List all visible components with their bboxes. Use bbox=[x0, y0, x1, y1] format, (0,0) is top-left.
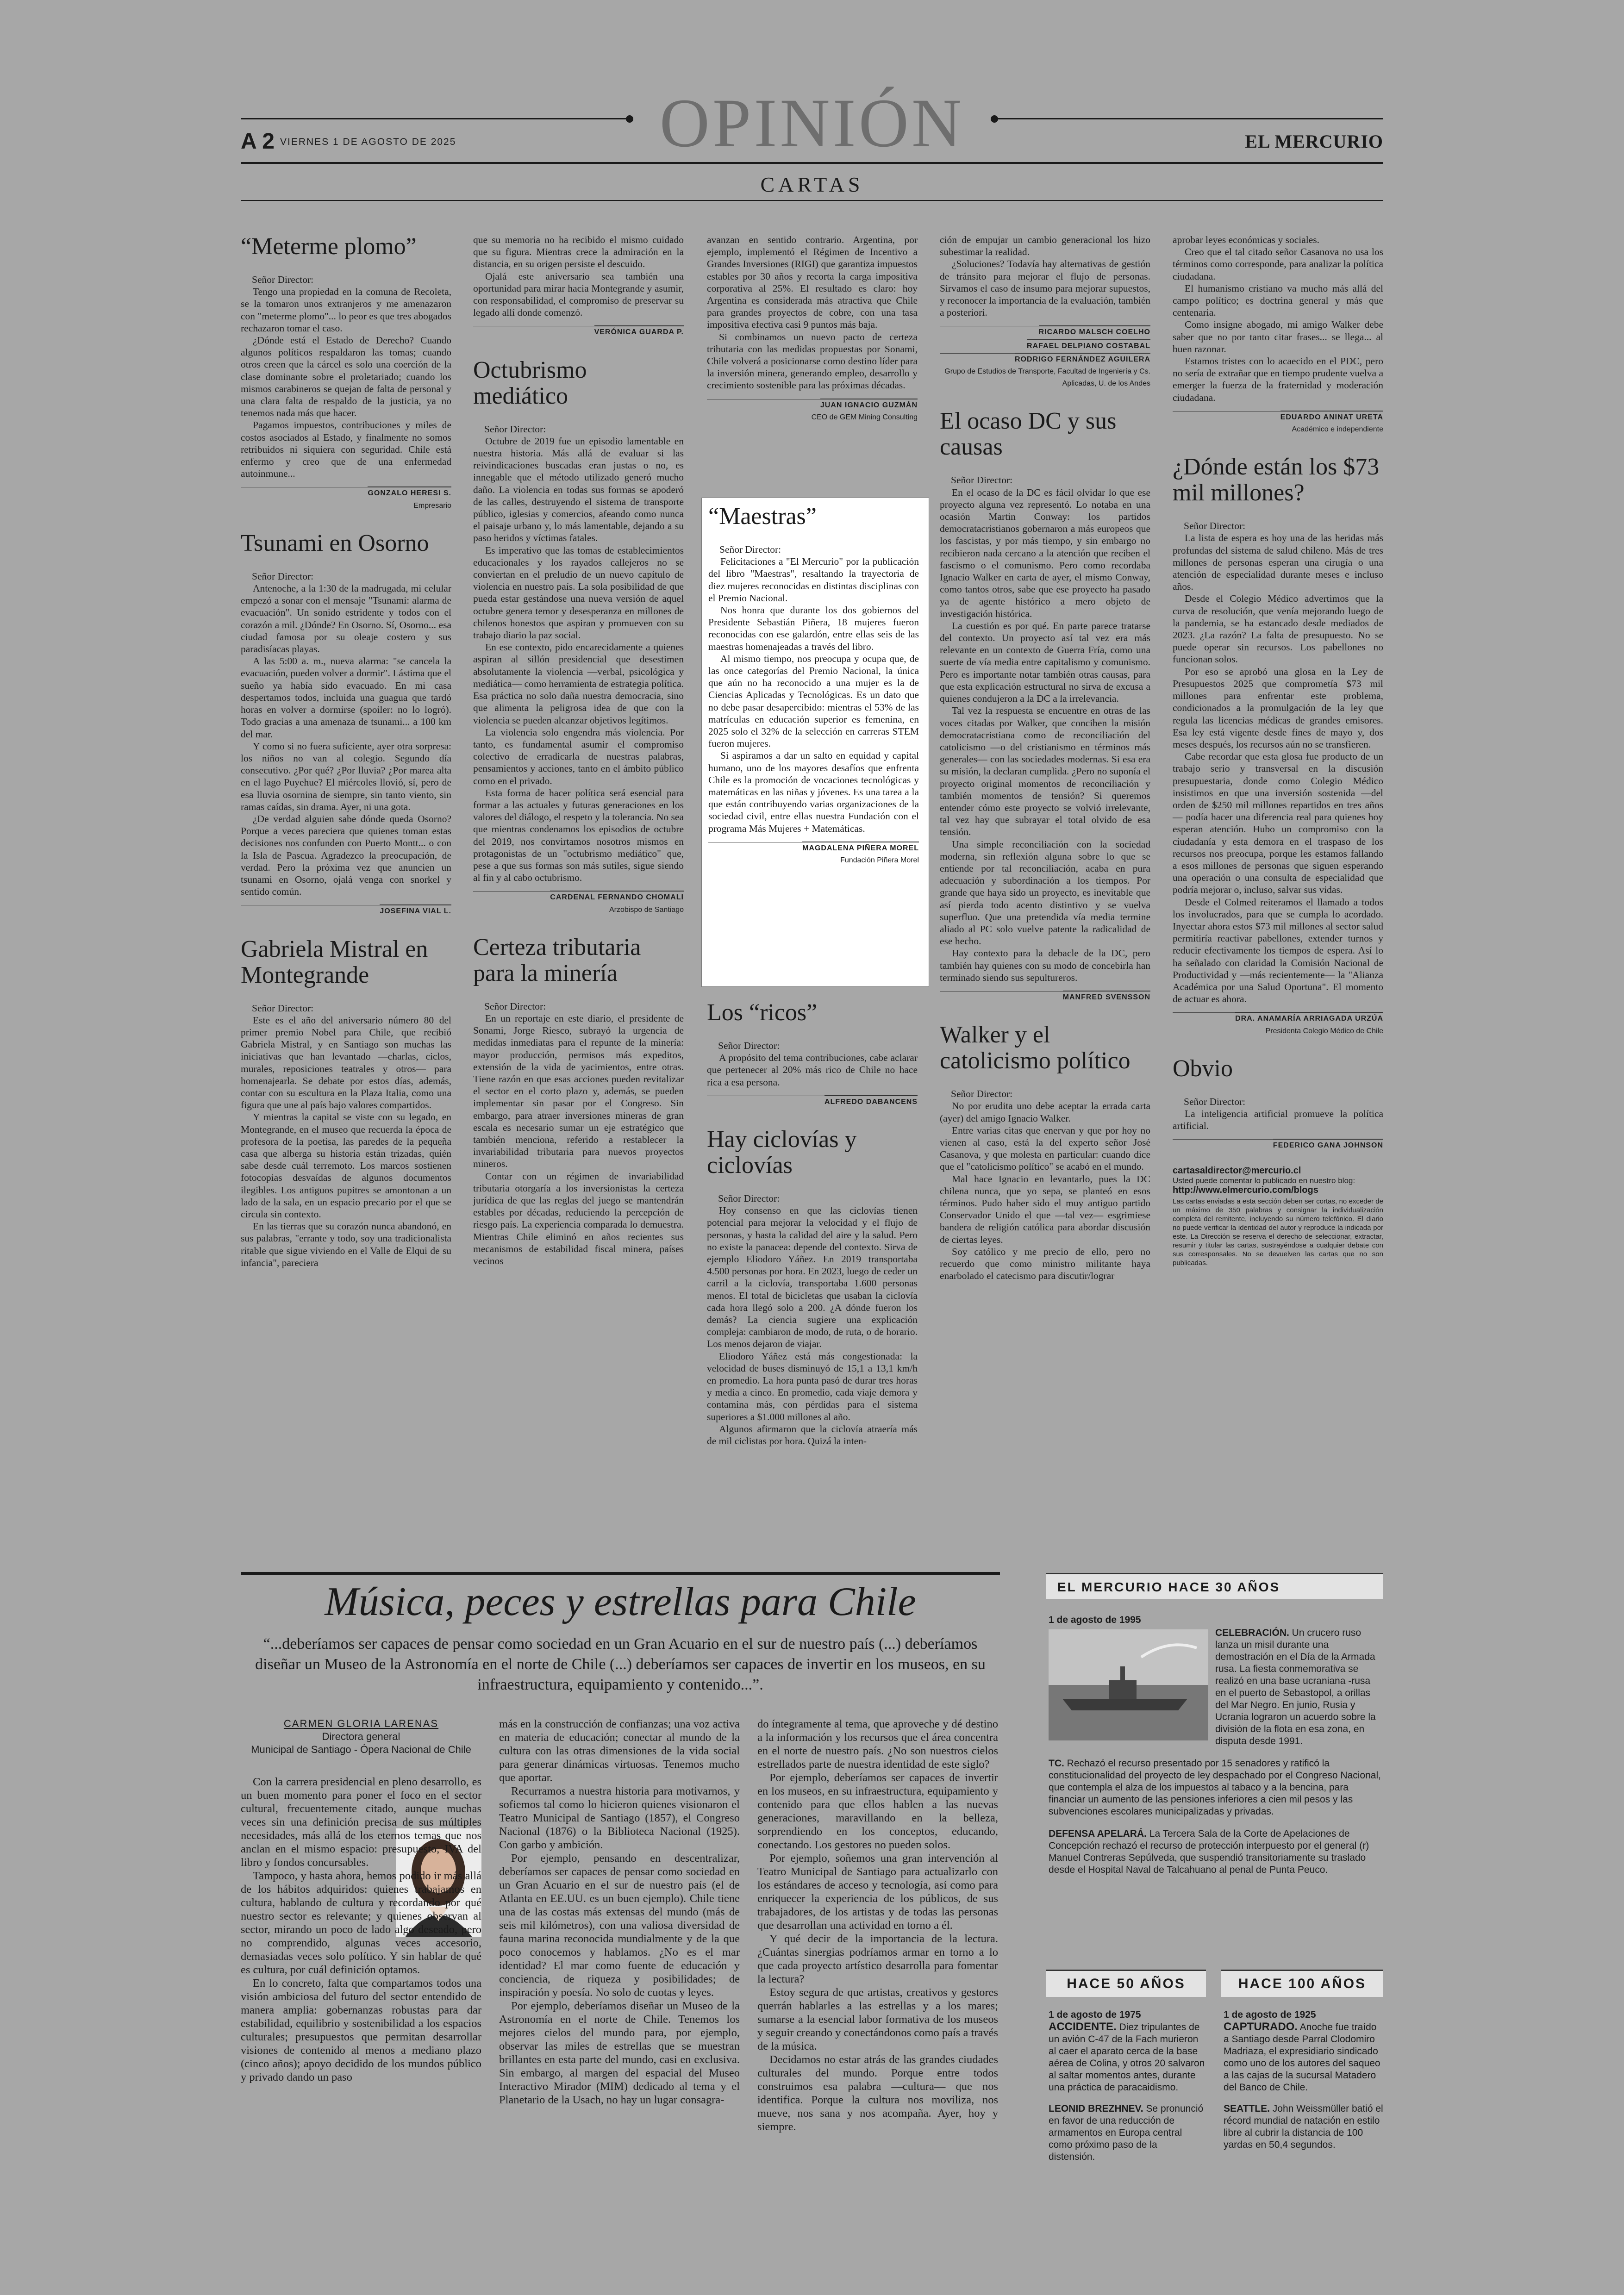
hace50-item-lead: LEONID BREZHNEV. bbox=[1049, 2103, 1143, 2114]
letters-policy: Las cartas enviadas a esta sección deben ser cortas, no exceder de un máximo de 350 palabras y consignar la individualización completa del remitente, incluyendo su número telefónico. El diario no puede verificar la identidad del autor y reproduce la indicada por este. La Dirección se reserva el derecho de seleccionar, extractar, resumir y titular las cartas, sustrayéndose a cualquier debate con sus corresponsales. No se devuelven las cartas que no son publicadas. bbox=[1173, 1197, 1383, 1267]
letter-salutation: Señor Director: bbox=[951, 1088, 1013, 1100]
letter-paragraph: Algunos afirmaron que la ciclovía atraería más de mil ciclistas por hora. Quizá la inten- bbox=[707, 1423, 918, 1447]
letter-signature: RICARDO MALSCH COELHO bbox=[940, 326, 1150, 338]
letter-paragraph: Ojalá este aniversario sea también una oportunidad para mirar hacia Montegrande y asumir, con responsabilidad, el compromiso de preservar su legado allí donde comenzó. bbox=[473, 270, 684, 318]
subsection-title: CARTAS bbox=[760, 173, 864, 196]
letter-headline: Hay ciclovías y ciclovías bbox=[707, 1126, 857, 1179]
letter-signature: MAGDALENA PIÑERA MOREL bbox=[708, 842, 919, 854]
hace100-item-text: Anoche fue traído a Santiago desde Parral Clodomiro Madriaza, el expresidiario sindicado como uno de los autores del saqueo a las cajas de la sucursal Matadero del Banco de Chile. bbox=[1224, 2022, 1380, 2093]
letter-paragraph: Contar con un régimen de invariabilidad tributaria otorgaría a los inversionistas la certeza jurídica de que las reglas del juego se mantendrán estables por décadas, reduciendo la percepción de riesgo país. La experiencia comparada lo demuestra. Mientras Chile eliminó en años recientes sus mecanismos de estabilidad fiscal minera, países vecinos bbox=[473, 1170, 684, 1267]
hace100-column bbox=[1224, 2009, 1383, 2151]
letter-paragraph: ¿Dónde está el Estado de Derecho? Cuando algunos políticos respaldaron las tomas; cuando otros creen que la cárcel es solo una coerción de la clase dominante sobre el proletariado; cuando los mismos carabineros se quejan de falta de personal y una clara falta de respaldo de la justicia, ya no tenemos nada más que hacer. bbox=[241, 335, 451, 419]
hace50-item-lead: ACCIDENTE. bbox=[1049, 2021, 1117, 2033]
letter-paragraph: Mal hace Ignacio en levantarlo, pues la DC chilena nunca, que yo sepa, se planteó en esos términos. Pudo haber sido el muy antiguo partido Conservador Unido el que —tal vez— esgrimiese bandera de religión católica para abordar discusión de ciertas leyes. bbox=[940, 1173, 1150, 1245]
feature-byline bbox=[241, 1717, 481, 1756]
masthead-rule-left bbox=[241, 118, 630, 119]
letter-affiliation: Empresario bbox=[413, 501, 451, 510]
letter-paragraph: avanzan en sentido contrario. Argentina, por ejemplo, implementó el Régimen de Incentivo a Grandes Inversiones (RIGI) que garantiza impuestos estables por 30 años y recorta la carga impositiva corporativa al 25%. El resultado es claro: hoy Argentina es considerada más atractiva que Chile para grandes proyectos de cobre, con una tasa impositiva efectiva casi 9 puntos más baja. bbox=[707, 234, 918, 331]
letter-salutation: Señor Director: bbox=[252, 274, 314, 285]
letter-paragraph: Hay contexto para la debacle de la DC, pero también hay quienes con su modo de concebirla han terminado siendo sus sepultureros. bbox=[940, 948, 1150, 983]
letter-paragraph: Y mientras la capital se viste con su legado, en Montegrande, en el museo que recuerda la época de profesora de la poetisa, las paredes de la pequeña casa que alberga su historia están trizadas, quién sabe desde cuál terremoto. Los marcos sostienen fotocopias desvaídas de algunos documentos ilegibles. Los antiguos pupitres se amontonan a un lado de la sala, en un espacio precario por el que se circula sin contexto. bbox=[241, 1111, 451, 1220]
letter-salutation: Señor Director: bbox=[484, 423, 546, 435]
letter-paragraph: Octubre de 2019 fue un episodio lamentable en nuestra historia. Más allá de evaluar si las reivindicaciones buscadas eran justas o no, es innegable que el método utilizado generó mucho daño. La violencia en todas sus formas se apoderó de las calles, destruyendo el sistema de transporte público, iglesias y comercios, afeando como nunca el paisaje urbano y, lo más lamentable, dejando a su paso heridos y víctimas fatales. bbox=[473, 435, 684, 544]
letter-headline: “Maestras” bbox=[708, 503, 817, 530]
letter-paragraph: En el ocaso de la DC es fácil olvidar lo que ese proyecto alguna vez representó. Lo notaba en una ocasión Martin Conway: los partidos democratacristianos gobernaron a más europeos que los fascistas, y por más tiempo, y sin embargo no recibieron nada cercano a la atención que reciben el fascismo o el comunismo. Pero como recordaba Ignacio Walker en carta de ayer, el mismo Conway, como tantos otros, sabe que ese proyecto ha pasado ya de agente histórico a mero objeto de investigación histórica. bbox=[940, 486, 1150, 619]
letter-paragraph: En ese contexto, pido encarecidamente a quienes aspiran al sillón presidencial que desestimen absolutamente la violencia —verbal, psicológica y mediática— como herramienta de estrategia política. Esa práctica no solo daña nuestra democracia, sino que alimenta la peligrosa idea de que con la violencia se pueden alcanzar objetivos legítimos. bbox=[473, 642, 684, 726]
feature-paragraph: Por ejemplo, pensando en descentralizar, deberíamos ser capaces de pensar como sociedad en un Gran Acuario en el sur de nuestro país (el de Atlanta en EE.UU. es un buen ejemplo). Chile tiene una de las costas más extensas del mundo (más de seis mil kilómetros), con una valiosa diversidad de fauna marina reconocida mundialmente y de la que poco conocemos y hablamos. ¿No es el mar identidad? El mar como fuente de educación y conciencia, de riqueza y posibilidades; de inspiración y poesía. No solo de cuotas y leyes. bbox=[499, 1852, 740, 1999]
blog-link[interactable]: http://www.elmercurio.com/blogs bbox=[1173, 1185, 1318, 1195]
column-2 bbox=[473, 234, 684, 1267]
feature-pullquote: “...deberíamos ser capaces de pensar como sociedad en un Gran Acuario en el sur de nuestro país (...) deberíamos diseñar un Museo de la Astronomía en el norte de Chile (...) deberíamos ser capaces de invertir en los museos, en su infraestructura, equipamiento y contenido...”. bbox=[255, 1635, 986, 1693]
hace30-item-lead: DEFENSA APELARÁ. bbox=[1049, 1828, 1147, 1839]
hace50-item bbox=[1049, 2021, 1206, 2094]
column-1 bbox=[241, 234, 451, 1269]
letter-signature: RAFAEL DELPIANO COSTABAL bbox=[940, 340, 1150, 352]
letter-paragraph: Si combinamos un nuevo pacto de certeza tributaria con las medidas propuestas por Sonami, Chile volverá a posicionarse como destino líder para la inversión minera, generando empleo, desarrollo y crecimiento sostenible para las próximas décadas. bbox=[707, 331, 918, 391]
letter-affiliation: CEO de GEM Mining Consulting bbox=[811, 413, 918, 421]
feature-paragraph: Decidamos no estar atrás de las grandes ciudades culturales del mundo. Porque entre todos construimos esa palabra —cultura— que nos identifica. Porque la cultura nos moviliza, nos mueve, nos sana y nos acompaña. Ayer, hoy y siempre. bbox=[757, 2053, 998, 2133]
letter-signature: VERÓNICA GUARDA P. bbox=[473, 326, 684, 338]
issue-date: VIERNES 1 DE AGOSTO DE 2025 bbox=[280, 137, 456, 147]
letter-paragraph: Es imperativo que las tomas de establecimientos educacionales y los rayados callejeros no se conviertan en el preludio de un nuevo capítulo de violencia en nuestro país. La sola posibilidad de que pueda estar gestándose una nueva versión de aquel octubre genera temor y desesperanza en millones de chilenos honestos que aspiran y promueven con su trabajo diario la paz social. bbox=[473, 544, 684, 641]
feature-paragraph: más en la construcción de confianzas; una voz activa en materia de educación; conectar al mundo de la cultura con las otras dimensiones de la vida social para generar dinámicas virtuosas. Tenemos mucho que aportar. bbox=[499, 1718, 740, 1784]
letter-paragraph: Eliodoro Yáñez está más congestionada: la velocidad de buses disminuyó de 15,1 a 13,1 km/h en promedio. La hora punta pasó de durar tres horas y media a cinco. En promedio, cada viaje demora y contamina más, con pérdidas para el sistema superiores a $1.000 millones al año. bbox=[707, 1350, 918, 1422]
feature-author-org: Municipal de Santiago - Ópera Nacional de Chile bbox=[251, 1744, 471, 1755]
feature-title: Música, peces y estrellas para Chile bbox=[325, 1579, 916, 1624]
feature-author: CARMEN GLORIA LARENAS bbox=[283, 1718, 439, 1729]
letter-paragraph: Una simple reconciliación con la sociedad moderna, sin reflexión alguna sobre lo que se entiende por tal reconciliación, acaba en pura adecuación y subordinación a los tiempos. Por grande que haya sido un proyecto, es inevitable que así pierda todo acento distintivo y se vuelva superfluo. Que una pretendida vía media termine aliado al PC solo vuelve patente la radicalidad de ese hecho. bbox=[940, 838, 1150, 947]
letter-paragraph: ción de empujar un cambio generacional los hizo subestimar la realidad. bbox=[940, 234, 1150, 258]
letter-headline: Los “ricos” bbox=[707, 999, 818, 1026]
letter-paragraph: aprobar leyes económicas y sociales. bbox=[1173, 234, 1319, 245]
letter-salutation: Señor Director: bbox=[1184, 1096, 1246, 1107]
letter-affiliation: Académico e independiente bbox=[1292, 425, 1383, 434]
letter-salutation: Señor Director: bbox=[484, 1000, 546, 1012]
hace50-column bbox=[1049, 2009, 1206, 2163]
letter-paragraph: Esta forma de hacer política será esencial para formar a las actuales y futuras generaciones en los valores del diálogo, el respeto y la tolerancia. No sea que mientras condenamos los episodios de octubre del 2019, nos convirtamos nosotros mismos en protagonistas de un "octubrismo mediático" que, pese a que sus formas son más sutiles, sigue siendo al fin y al cabo octubrismo. bbox=[473, 787, 684, 884]
feature-author-role: Directora general bbox=[322, 1731, 400, 1742]
letter-paragraph: En un reportaje en este diario, el presidente de Sonami, Jorge Riesco, subrayó la urgencia de medidas inmediatas para el repunte de la minería: mayor producción, permisos más expeditos, extensión de la vida de yacimientos, entre otras. Tiene razón en que esas acciones pueden revitalizar el sector en el corto plazo y, además, se pueden implementar sin pasar por el Congreso. Sin embargo, para atraer inversiones mineras de gran escala es necesario sumar un eje estratégico que también menciona, referido a restablecer la invariabilidad tributaria para nuevos proyectos mineros. bbox=[473, 1012, 684, 1170]
hace100-item-text: John Weissmüller batió el récord mundial de natación en estilo libre al cubrir la distancia de 100 yardas en 50,4 segundos. bbox=[1224, 2103, 1383, 2150]
feature-paragraph: Por ejemplo, soñemos una gran intervención al Teatro Municipal de Santiago para actualizarlo con los estándares de acceso y tecnología, así como para enriquecer la experiencia de los públicos, de sus trabajadores, de los artistas y de todas las personas que desarrollan una actividad en torno a él. bbox=[757, 1852, 998, 1932]
hace30-item-text: Un crucero ruso lanza un misil durante una demostración en el Día de la Armada rusa. La fiesta conmemorativa se realizó en una base ucraniana -rusa en el puerto de Sebastopol, a orillas del Mar Negro. En junio, Rusia y Ucrania lograron un acuerdo sobre la división de la flota en esa zona, en disputa desde 1991. bbox=[1215, 1628, 1376, 1746]
letter-paragraph: El humanismo cristiano va mucho más allá del campo político; es doctrina general y más que centenaria. bbox=[1173, 282, 1383, 318]
letter-signature: DRA. ANAMARÍA ARRIAGADA URZÚA bbox=[1173, 1012, 1383, 1025]
letter-paragraph: Creo que el tal citado señor Casanova no usa los términos como corresponde, para analizar la política ciudadana. bbox=[1173, 246, 1383, 282]
hace100-item bbox=[1224, 2021, 1383, 2094]
feature-paragraph: Con la carrera presidencial en pleno desarrollo, es un buen momento para poner el foco en el sector cultural, frecuentemente citado, aunque muchas veces sin una definición precisa de sus múltiples necesidades, más allá de los eternos temas que nos anclan en el mismo espacio: presupuesto, IVA del libro y fondos concursables. bbox=[241, 1776, 481, 1869]
feature-paragraph: Tampoco, y hasta ahora, hemos podido ir más allá de los hábitos adquiridos: quienes trabajamos en cultura, hablando de cultura y recordando por qué nuestro sector es relevante; y quienes observan al sector, mirando un poco de lado algo deseado, pero no comprendido, algunas veces accesorio, demasiadas veces solo político. Y sin hablar de qué es cultura, por cuál definición optamos. bbox=[241, 1870, 481, 1976]
hace30-item-text: La Tercera Sala de la Corte de Apelaciones de Concepción rechazó el recurso de protección interpuesto por el general (r) Manuel Contreras Sepúlveda, que suspendió transitoriamente su traslado desde el Hospital Naval de Talcahuano al penal de Punta Peuco. bbox=[1049, 1828, 1369, 1875]
letter-affiliation: Fundación Piñera Morel bbox=[840, 856, 919, 865]
hace30-item bbox=[1215, 1627, 1383, 1747]
letter-salutation: Señor Director: bbox=[718, 1193, 780, 1204]
letter-paragraph: La violencia solo engendra más violencia. Por tanto, es fundamental asumir el compromiso colectivo de erradicarla de nuestras palabras, pensamientos y acciones, tanto en el ámbito público como en el privado. bbox=[473, 726, 684, 786]
letter-paragraph: ¿De verdad alguien sabe dónde queda Osorno? Porque a veces pareciera que quienes toman estas decisiones nos confunden con Puerto Montt... o con la Isla de Pascua. Agradezco la preocupación, de verdad. Pero la próxima vez que anuncien un tsunami en Osorno, ojalá venga con snorkel y sentido común. bbox=[241, 813, 451, 898]
letter-salutation: Señor Director: bbox=[252, 1002, 314, 1014]
letter-paragraph: La cuestión es por qué. En parte parece tratarse del contexto. Un proyecto así tal vez era más relevante en un contexto de Guerra Fría, como una suerte de vía media entre capitalismo y comunismo. Pero es importante notar también otras causas, para que esta explicación estructural no sirva de excusa a quienes condujeron a la DC a la irrelevancia. bbox=[940, 620, 1150, 705]
hace30-item bbox=[1049, 1828, 1383, 1876]
letter-headline: Octubrismo mediático bbox=[473, 356, 587, 409]
letter-signature: CARDENAL FERNANDO CHOMALI bbox=[473, 891, 684, 904]
feature-paragraph: Por ejemplo, deberíamos diseñar un Museo de la Astronomía en el norte de Chile. Tenemos los mejores cielos del mundo para, por ejemplo, observar las miles de estrellas que se muestran brillantes en esta parte del mundo, casi en exclusiva. Sin embargo, al margen del espacial del Museo Interactivo Mirador (MIM) dedicado al tema y el Planetario de la Usach, no hay un lugar consagra- bbox=[499, 2000, 740, 2106]
letter-headline: Gabriela Mistral en Montegrande bbox=[241, 935, 428, 988]
letter-affiliation: Presidenta Colegio Médico de Chile bbox=[1265, 1027, 1383, 1035]
letter-headline: “Meterme plomo” bbox=[241, 233, 417, 260]
hace100-header: HACE 100 AÑOS bbox=[1221, 1970, 1383, 1997]
hace100-item-lead: SEATTLE. bbox=[1224, 2103, 1270, 2114]
letter-paragraph: Si aspiramos a dar un salto en equidad y capital humano, uno de los mayores desafíos que enfrenta Chile es la promoción de vocaciones tecnológicas y matemáticas en las niñas y jóvenes. Es una tarea a la que están contribuyendo varias organizaciones de la sociedad civil, entre ellas nuestra Fundación con el programa Más Mujeres + Matemáticas. bbox=[708, 750, 919, 834]
hace50-item-text: Se pronunció en favor de una reducción de armamentos en Europa central como próximo paso de la distensión. bbox=[1049, 2103, 1204, 2162]
letter-salutation: Señor Director: bbox=[719, 544, 781, 555]
feature-paragraph: Recurramos a nuestra historia para motivarnos, y sofiemos tal como lo hicieron quienes visionaron el Teatro Municipal de Santiago (1857), el Congreso Nacional (1876) o la Biblioteca Nacional (1925). Con garbo y ambición. bbox=[499, 1785, 740, 1851]
letter-salutation: Señor Director: bbox=[718, 1040, 780, 1051]
letter-headline: Walker y el catolicismo político bbox=[940, 1022, 1131, 1074]
letter-headline: El ocaso DC y sus causas bbox=[940, 408, 1117, 461]
hace30-items bbox=[1049, 1627, 1383, 1876]
hace50-header: HACE 50 AÑOS bbox=[1046, 1970, 1206, 1997]
letter-salutation: Señor Director: bbox=[1184, 520, 1246, 532]
letter-paragraph: Por eso se aprobó una glosa en la Ley de Presupuestos 2025 que comprometía $73 mil millones para enfrentar este problema, condicionados a la promulgación de la ley que regula las licencias médicas de grandes emisores. Esa ley está vigente desde fines de mayo y, dos meses después, los recursos aún no se transfieren. bbox=[1173, 666, 1383, 750]
blog-intro: Usted puede comentar lo publicado en nuestro blog: bbox=[1173, 1176, 1355, 1185]
brand-logo: EL MERCURIO bbox=[1245, 131, 1383, 152]
feature-column-2 bbox=[499, 1717, 740, 2107]
letter-signature: GONZALO HERESI S. bbox=[241, 487, 451, 499]
letter-signature: EDUARDO ANINAT URETA bbox=[1173, 411, 1383, 424]
letter-paragraph: Cabe recordar que esta glosa fue producto de un trabajo serio y transversal en la discusión presupuestaria, donde como Colegio Médico insistimos en que una inversión sostenida —del orden de $250 mil millones repartidos en tres años— podía hacer una diferencia real para quienes hoy esperan atención. Hubo un compromiso con la ciudadanía y esta demora en el traspaso de los recursos nos preocupa, porque les estamos fallando a esos millones de personas que siguen esperando una operación o una consulta de especialidad que podría mejorar o, incluso, salvar sus vidas. bbox=[1173, 751, 1383, 896]
letter-signature: MANFRED SVENSSON bbox=[940, 991, 1150, 1004]
letter-paragraph: En las tierras que su corazón nunca abandonó, en sus palabras, "errante y todo, soy una tradicionalista ritable que sigue viviendo en el Valle de Elqui de su infancia", pareciera bbox=[241, 1221, 451, 1268]
hace50-item-text: Diez tripulantes de un avión C-47 de la Fach murieron al caer el aparato cerca de la base aérea de Colina, y otros 20 salvaron al saltar momentos antes, durante una práctica de paracaidismo. bbox=[1049, 2022, 1205, 2093]
letter-paragraph: La inteligencia artificial promueve la política artificial. bbox=[1173, 1108, 1383, 1132]
feature-paragraph: En lo concreto, falta que compartamos todos una visión ambiciosa del futuro del sector entendido de manera amplia: gobernanzas robustas para dar estabilidad, equilibrio y sostenibilidad a los espacios culturales; presupuestos que permitan desarrollar visiones de contenido al menos a mediano plazo (cinco años); apoyo decidido de los mundos público y privado dando un paso bbox=[241, 1977, 481, 2083]
hace30-item-lead: CELEBRACIÓN. bbox=[1215, 1628, 1289, 1638]
feature-paragraph: Estoy segura de que artistas, creativos y gestores querrán hablarles a las estrellas y a los mares; sumarse a la esencial labor formativa de los museos y seguir creando y conectándonos como país a través de la música. bbox=[757, 1986, 998, 2052]
letter-signature: JUAN IGNACIO GUZMÁN bbox=[707, 399, 918, 412]
letter-paragraph: Felicitaciones a "El Mercurio" por la publicación del libro "Maestras", resaltando la trayectoria de diez mujeres reconocidas en distintas disciplinas con el Premio Nacional. bbox=[708, 556, 919, 604]
contact-block bbox=[1173, 1166, 1383, 1267]
letter-salutation: Señor Director: bbox=[951, 474, 1013, 486]
letter-affiliation: Grupo de Estudios de Transporte, Facultad de Ingeniería y Cs. Aplicadas, U. de los Andes bbox=[944, 368, 1150, 388]
letter-paragraph: Pagamos impuestos, contribuciones y miles de costos asociados al Estado, y finalmente no somos retribuidos ni siquiera con seguridad. Chile está enfermo y creo que de una enfermedad autoinmune... bbox=[241, 419, 451, 480]
letter-paragraph: Tal vez la respuesta se encuentre en otras de las voces citadas por Walker, que conciben la misión democratacristiana como de reconciliación del catolicismo —o del cristianismo en términos más generales— con las sociedades modernas. Si esa era su misión, la declaran cumplida. ¿Pero no suponía el proyecto original momentos de reconciliación y también momentos de tensión? Si queremos entender cómo este proyecto se volvió irrelevante, tal vez hay que subrayar el total olvido de esa tensión. bbox=[940, 705, 1150, 838]
hace50-item bbox=[1049, 2103, 1206, 2163]
maestras-letter bbox=[708, 504, 919, 867]
hace30-item-lead: TC. bbox=[1049, 1758, 1064, 1769]
maestras-box bbox=[701, 498, 929, 987]
letter-headline: Certeza tributaria para la minería bbox=[473, 934, 641, 986]
hace50-date: 1 de agosto de 1975 bbox=[1049, 2009, 1141, 2020]
masthead-rule-right bbox=[994, 118, 1383, 119]
hace100-item-lead: CAPTURADO. bbox=[1224, 2021, 1298, 2033]
letter-paragraph: La lista de espera es hoy una de las heridas más profundas del sistema de salud chileno. Más de tres millones de personas esperan una cirugía o una atención de especialidad durante meses e incluso años. bbox=[1173, 532, 1383, 592]
letter-salutation: Señor Director: bbox=[252, 570, 314, 582]
letter-signature: RODRIGO FERNÁNDEZ AGUILERA bbox=[940, 353, 1150, 366]
letter-paragraph: Como insigne abogado, mi amigo Walker debe saber que no por tanto citar frases... se llega... al buen razonar. bbox=[1173, 319, 1383, 355]
feature-paragraph: Y qué decir de la importancia de la lectura. ¿Cuántas sinergias podríamos armar en torno a lo que cada proyecto artístico desarrolla para fomentar la lectura? bbox=[757, 1933, 998, 1985]
letter-paragraph: A propósito del tema contribuciones, cabe aclarar que pertenecer al 20% más rico de Chile no hace rica a esa persona. bbox=[707, 1052, 918, 1088]
letter-paragraph: Antenoche, a la 1:30 de la madrugada, mi celular empezó a sonar con el mensaje "Tsunami: alarma de evacuación". Un sonido estridente y todos con el corazón a mil. ¿Dónde? En Osorno. Sí, Osorno... esa ciudad famosa por su oleaje costero y sus paradisíacas playas. bbox=[241, 583, 451, 655]
letter-headline: ¿Dónde están los $73 mil millones? bbox=[1173, 454, 1380, 506]
feature-top-rule bbox=[241, 1572, 1000, 1575]
letter-paragraph: Al mismo tiempo, nos preocupa y ocupa que, de las once categorías del Premio Nacional, la única que aún no ha reconocido a una mujer es la de Ciencias Aplicadas y Tecnológicas. Es un dato que no debe pasar desapercibido: mientras el 53% de las matrículas en educación superior es femenina, en 2025 solo el 32% de la selección en carreras STEM fueron mujeres. bbox=[708, 653, 919, 749]
hace100-date: 1 de agosto de 1925 bbox=[1224, 2009, 1316, 2020]
column-4 bbox=[940, 234, 1150, 1282]
letter-paragraph: Tengo una propiedad en la comuna de Recoleta, se la tomaron unos extranjeros y me amenazaron con "meterme plomo"... lo peor es que tres abogados rechazaron tomar el caso. bbox=[241, 286, 451, 334]
letter-headline: Obvio bbox=[1173, 1055, 1233, 1082]
feature-paragraph: Por ejemplo, deberíamos ser capaces de invertir en los museos, en su infraestructura, equipamiento y contenido para que ellos hablen a las nuevas generaciones, maravillando en la belleza, sorprendiendo en los conceptos, educando, conectando. Los gestores no pueden solos. bbox=[757, 1771, 998, 1851]
hace30-item bbox=[1049, 1758, 1383, 1818]
letter-paragraph: No por erudita uno debe aceptar la errada carta (ayer) del amigo Ignacio Walker. bbox=[940, 1100, 1150, 1124]
letter-paragraph: Nos honra que durante los dos gobiernos del Presidente Sebastián Piñera, 18 mujeres fueron reconocidas con ese galardón, entre ellas seis de las maestras homenajeadas a través del libro. bbox=[708, 605, 919, 652]
letter-paragraph: ¿Soluciones? Todavía hay alternativas de gestión de tránsito para mejorar el flujo de personas. Sirvamos el caso de insumo para mejorar supuestos, y reconocer la importancia de la evaluación, también a posteriori. bbox=[940, 258, 1150, 318]
section-title: OPINIÓN bbox=[659, 85, 965, 162]
hace30-item-text: Rechazó el recurso presentado por 15 senadores y ratificó la constitucionalidad del proyecto de ley despachado por el Congreso Nacional, que contempla el alza de los impuestos al tabaco y a la bencina, para financiar un aumento de las pensiones inferiores a cien mil pesos y las subvenciones escolares municipalizadas y privadas. bbox=[1049, 1758, 1381, 1817]
subsection-rule bbox=[241, 200, 1383, 201]
masthead-bottom-rule bbox=[241, 162, 1383, 164]
letter-affiliation: Arzobispo de Santiago bbox=[609, 905, 684, 914]
column-3 bbox=[707, 234, 918, 424]
letter-paragraph: Hoy consenso en que las ciclovías tienen potencial para mejorar la velocidad y el flujo de personas, y hasta la calidad del aire y la salud. Pero no existe la panacea: depende del contexto. Sirva de ejemplo Eliodoro Yáñez. En 2019 transportaba 4.500 personas por hora. En 2023, luego de ceder un carril a la ciclovía, transportaba 1.600 personas menos. El total de bicicletas que usaban la ciclovía cada hora llegó solo a 200. ¿A dónde fueron los demás? La ciencia sugiere una explicación compleja: cambiaron de modo, de ruta, o de horario. Los menos dejaron de viajar. bbox=[707, 1205, 918, 1350]
letter-signature: ALFREDO DABANCENS bbox=[707, 1096, 918, 1108]
hace30-date: 1 de agosto de 1995 bbox=[1049, 1615, 1141, 1625]
letter-paragraph: Soy católico y me precio de ello, pero no recuerdo que como ministro militante haya enarbolado el catecismo para discutir/lograr bbox=[940, 1246, 1150, 1282]
contact-email[interactable]: cartasaldirector@mercurio.cl bbox=[1173, 1165, 1301, 1176]
letter-paragraph: que su memoria no ha recibido el mismo cuidado que su figura. Mientras crece la admiración en la distancia, en su origen persiste el descuido. bbox=[473, 234, 684, 270]
hace30-header: EL MERCURIO HACE 30 AÑOS bbox=[1046, 1573, 1383, 1599]
column-5 bbox=[1173, 234, 1383, 1267]
letter-paragraph: Y como si no fuera suficiente, ayer otra sorpresa: los niños no van al colegio. Segundo día consecutivo. ¿Por qué? ¿Por lluvia? ¿Por marea alta en el lago Puyehue? El miércoles llovió, sí, pero de esa lluvia osornina de siempre, sin tanto viento, sin ramas caídas, sin drama. Ayer, ni una gota. bbox=[241, 740, 451, 812]
letter-paragraph: Entre varias citas que enervan y que por hoy no vienen al caso, está la del experto señor José Casanova, y que molesta en particular: cuando dice que el "catolicismo político" se acabó en el mundo. bbox=[940, 1124, 1150, 1172]
letter-headline: Tsunami en Osorno bbox=[241, 530, 429, 556]
letter-paragraph: Este es el año del aniversario número 80 del primer premio Nobel para Chile, que recibió Gabriela Mistral, y en Santiago son muchas las iniciativas que han levantado —charlas, ciclos, murales, reposiciones teatrales y otros— para homenajearla. Se debate por estos días, además, contar con su escultura en la Plaza Italia, como una figura que une al país bajo valores compartidos. bbox=[241, 1014, 451, 1111]
column-3-lower bbox=[707, 1000, 918, 1447]
letter-paragraph: Desde el Colegio Médico advertimos que la curva de resolución, que venía mejorando luego de la pandemia, se ha estancado desde mediados de 2023. ¿La razón? La falta de presupuesto. No se puede operar sin recursos. Los pabellones no funcionan solos. bbox=[1173, 593, 1383, 665]
hace100-item bbox=[1224, 2103, 1383, 2151]
letter-signature: JOSEFINA VIAL L. bbox=[241, 905, 451, 917]
letter-paragraph: A las 5:00 a. m., nueva alarma: "se cancela la evacuación, pueden volver a dormir". Lástima que el sueño ya había sido evacuado. En mi casa despertamos todos, incluida una guagua que tardó horas en volver a dormirse (spoiler: no lo logró). Todo gracias a una amenaza de tsunami... a 100 km del mar. bbox=[241, 655, 451, 740]
feature-column-1 bbox=[241, 1775, 481, 2084]
letter-signature: FEDERICO GANA JOHNSON bbox=[1173, 1139, 1383, 1152]
feature-column-3 bbox=[757, 1717, 998, 2133]
letter-paragraph: Desde el Colmed reiteramos el llamado a todos los involucrados, para que se cumpla lo acordado. Inyectar ahora estos $73 mil millones al sector salud permitiría reactivar pabellones, extender turnos y reducir efectivamente los tiempos de espera. Así lo ha señalado con claridad la Comisión Nacional de Productividad y —más recientemente— la "Alianza Académica por una Salud Oportuna". El momento de actuar es ahora. bbox=[1173, 896, 1383, 1005]
letter-paragraph: Estamos tristes con lo acaecido en el PDC, pero no sería de extrañar que en tiempo prudente vuelva a emerger la fuerza de la fraternidad y moderación ciudadana. bbox=[1173, 355, 1383, 403]
feature-paragraph: do íntegramente al tema, que aproveche y dé destino a la información y los recursos que el área concentra en el norte de nuestro país. ¿No son nuestros cielos estrellados parte de nuestra identidad de este siglo? bbox=[757, 1718, 998, 1771]
page-number: A 2 bbox=[241, 129, 275, 154]
